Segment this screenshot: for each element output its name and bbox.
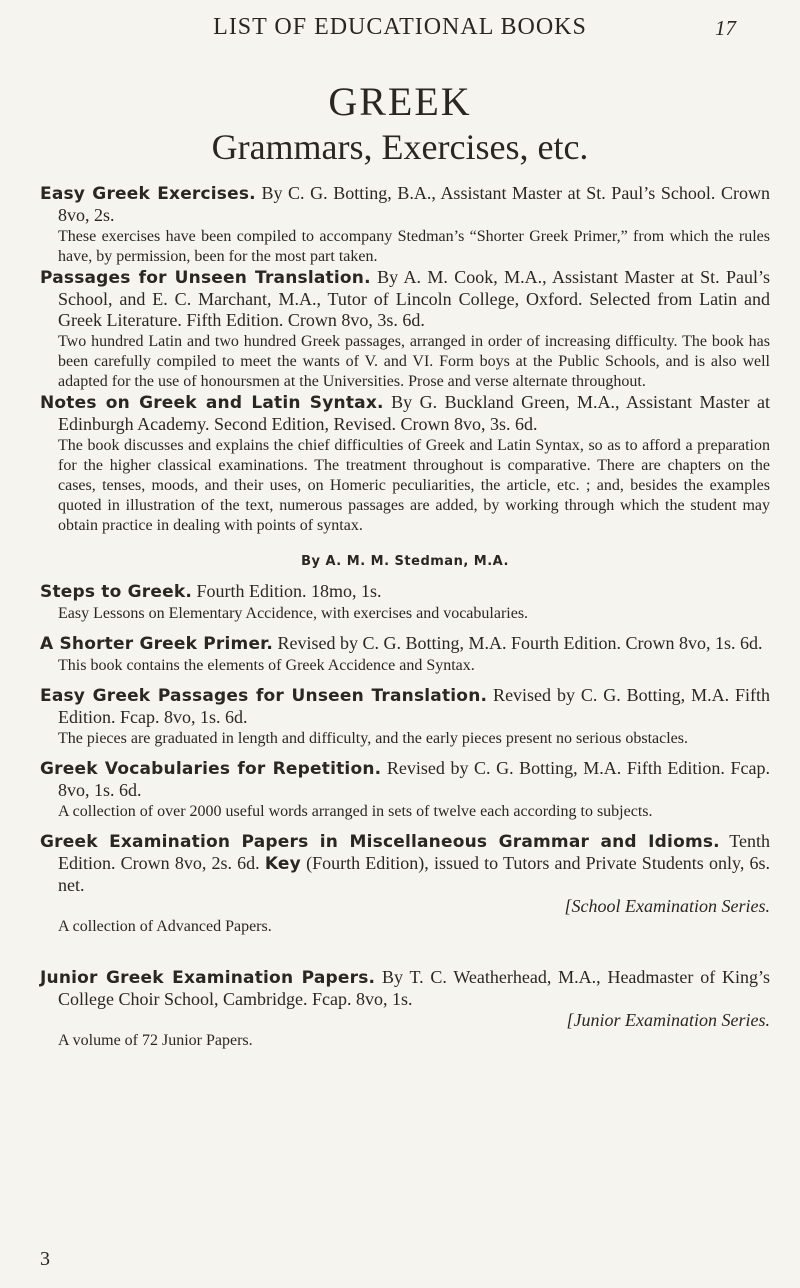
page-number: 17 <box>715 16 736 40</box>
author-heading: By A. M. M. Stedman, M.A. <box>301 554 509 569</box>
header-title: LIST OF EDUCATIONAL BOOKS <box>213 14 587 40</box>
book-details-key: (Fourth Edition), issued to Tutors and Private Students only, 6s. net. <box>58 853 770 895</box>
key-label: Key <box>264 854 301 874</box>
book-entry <box>40 392 770 536</box>
book-description: Easy Lessons on Elementary Accidence, with exercises and vocabularies. <box>58 605 529 622</box>
book-list <box>40 183 770 1051</box>
entry-main <box>40 831 770 896</box>
book-title: Greek Examination Papers in Miscellaneous Grammar and Idioms. <box>40 832 720 852</box>
entry-main <box>40 392 770 435</box>
book-title: Passages for Unseen Translation. <box>40 268 371 288</box>
book-details: Revised by C. G. Botting, M.A. Fourth Edition. Crown 8vo, 1s. 6d. <box>273 633 763 653</box>
book-description: A collection of Advanced Papers. <box>58 918 272 935</box>
book-details: By G. Buckland Green, M.A., Assistant Master at Edinburgh Academy. Second Edition, Revised. Crown 8vo, 3s. 6d. <box>58 392 771 434</box>
book-description: These exercises have been compiled to accompany Stedman’s “Shorter Greek Primer,” from which the rules have, by permission, been for the most part taken. <box>58 228 770 265</box>
book-entry <box>40 183 770 267</box>
book-entry <box>40 967 770 1051</box>
entry-main <box>40 758 770 801</box>
section-title: GREEK <box>328 79 472 124</box>
entry-main <box>40 967 770 1010</box>
book-title: Easy Greek Exercises. <box>40 184 256 204</box>
book-title: A Shorter Greek Primer. <box>40 634 273 654</box>
book-details: By T. C. Weatherhead, M.A., Headmaster of King’s College Choir School, Cambridge. Fcap. 8vo, 1s. <box>58 967 770 1009</box>
book-description: The book discusses and explains the chief difficulties of Greek and Latin Syntax, so as to afford a preparation for the higher classical examinations. The treatment throughout is comparative. There are chapters on the cases, tenses, moods, and their uses, on Homeric peculiarities, the article, etc. ; and, besides the examples quoted in illustration of the text, numerous passages are added, by working through which the student may obtain practice in dealing with points of syntax. <box>58 437 770 534</box>
book-description: A volume of 72 Junior Papers. <box>58 1032 253 1049</box>
series-note: [School Examination Series. <box>564 896 770 916</box>
book-description: A collection of over 2000 useful words arranged in sets of twelve each according to subjects. <box>58 803 653 820</box>
book-entry <box>40 685 770 749</box>
book-description: This book contains the elements of Greek Accidence and Syntax. <box>58 657 475 674</box>
book-details: By C. G. Botting, B.A., Assistant Master at St. Paul’s School. Crown 8vo, 2s. <box>58 183 770 225</box>
book-title: Greek Vocabularies for Repetition. <box>40 759 382 779</box>
series-note: [Junior Examination Series. <box>566 1010 770 1030</box>
book-details: Tenth Edition. Crown 8vo, 2s. 6d. <box>58 831 770 873</box>
book-entry <box>40 758 770 822</box>
entry-main <box>40 633 770 655</box>
entry-main <box>40 685 770 728</box>
book-description: The pieces are graduated in length and difficulty, and the early pieces present no serious obstacles. <box>58 730 688 747</box>
book-title: Easy Greek Passages for Unseen Translation. <box>40 686 488 706</box>
signature-mark: 3 <box>40 1248 50 1270</box>
book-entry <box>40 831 770 937</box>
book-entry <box>40 581 770 624</box>
book-title: Steps to Greek. <box>40 582 192 602</box>
book-details: Revised by C. G. Botting, M.A. Fifth Edition. Fcap. 8vo, 1s. 6d. <box>58 758 770 800</box>
book-entry <box>40 633 770 676</box>
section-subtitle: Grammars, Exercises, etc. <box>211 127 589 167</box>
running-header <box>0 8 800 48</box>
book-details: Revised by C. G. Botting, M.A. Fifth Edition. Fcap. 8vo, 1s. 6d. <box>58 685 771 727</box>
book-description: Two hundred Latin and two hundred Greek passages, arranged in order of increasing difficulty. The book has been carefully compiled to meet the wants of V. and VI. Form boys at the Public Schools, and is also well adapted for the use of honoursmen at the Universities. Prose and verse alternate throughout. <box>58 333 770 390</box>
book-details: By A. M. Cook, M.A., Assistant Master at St. Paul’s School, and E. C. Marchant, M.A., Tutor of Lincoln College, Oxford. Selected from Latin and Greek Literature. Fifth Edition. Crown 8vo, 3s. 6d. <box>58 267 771 330</box>
book-title: Notes on Greek and Latin Syntax. <box>40 393 384 413</box>
entry-main <box>40 183 770 226</box>
book-details: Fourth Edition. 18mo, 1s. <box>192 581 382 601</box>
entry-main <box>40 267 770 331</box>
entry-main <box>40 581 770 603</box>
book-entry <box>40 267 770 392</box>
book-title: Junior Greek Examination Papers. <box>40 968 376 988</box>
